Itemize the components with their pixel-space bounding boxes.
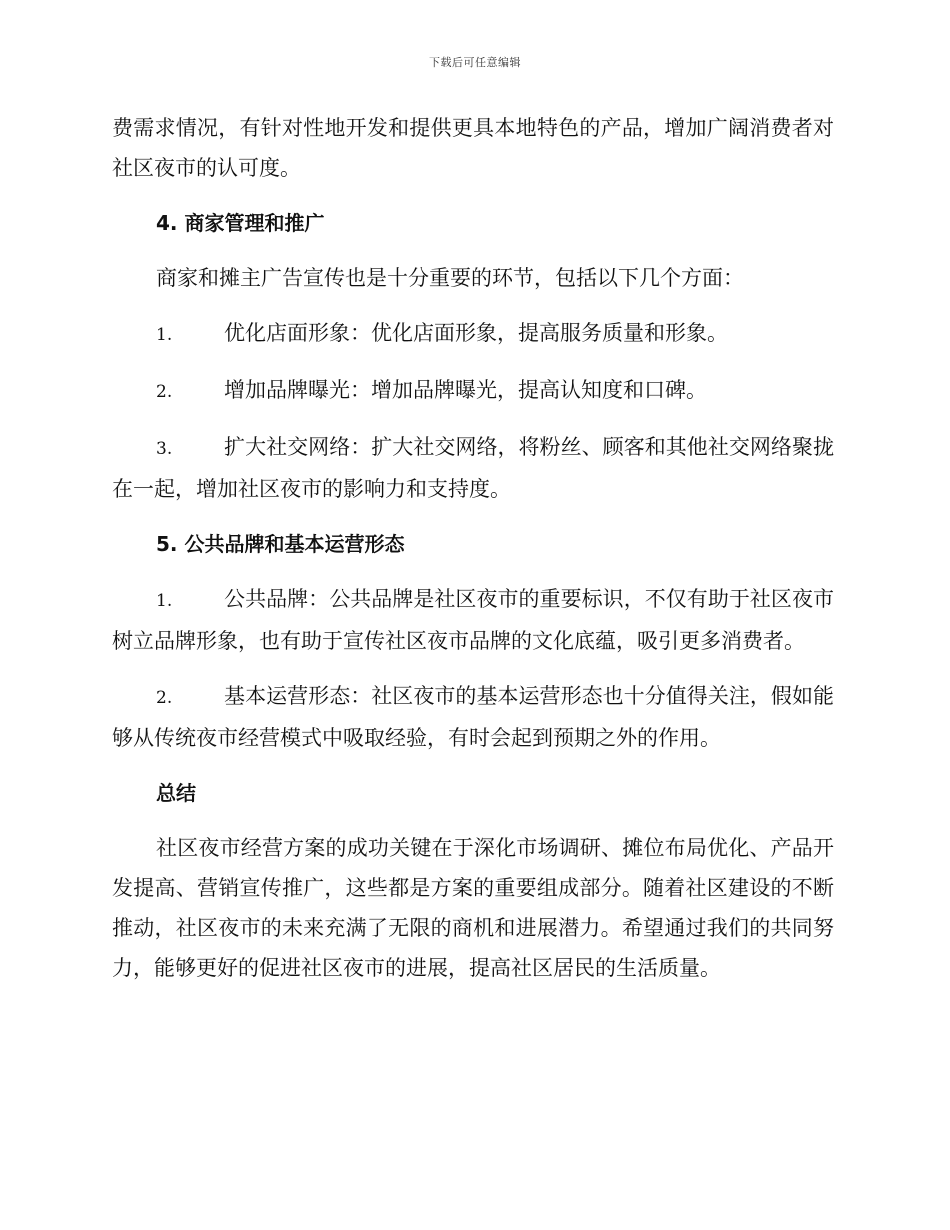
- section-4-lead-paragraph: 商家和摊主广告宣传也是十分重要的环节，包括以下几个方面：: [156, 266, 744, 290]
- intro-continuation-paragraph: 费需求情况，有针对性地开发和提供更具本地特色的产品，增加广阔消费者对社区夜市的认可度。: [112, 116, 834, 180]
- page-header: 下载后可任意编辑: [429, 56, 521, 69]
- list-number: 1.: [156, 591, 173, 611]
- section-4-heading: 4. 商家管理和推广: [156, 211, 325, 235]
- list-item-text: 增加品牌曝光：增加品牌曝光，提高认知度和口碑。: [224, 378, 707, 402]
- list-item-text: 公共品牌：公共品牌是社区夜市的重要标识，不仅有助于社区夜市树立品牌形象，也有助于宣传社区夜市品牌的文化底蕴，吸引更多消费者。: [112, 587, 834, 653]
- document-body: [112, 108, 834, 1003]
- section-4-list-item-1: [112, 313, 834, 355]
- summary-heading: 总结: [156, 781, 196, 805]
- list-item-text: 基本运营形态：社区夜市的基本运营形态也十分值得关注，假如能够从传统夜市经营模式中吸取经验，有时会起到预期之外的作用。: [112, 684, 834, 750]
- section-4-list-item-2: [112, 370, 834, 412]
- section-4-list-item-3: [112, 427, 834, 509]
- list-number: 2.: [156, 382, 173, 402]
- section-5-list-item-1: [112, 579, 834, 661]
- section-5-heading: 5. 公共品牌和基本运营形态: [156, 532, 405, 556]
- summary-paragraph: 社区夜市经营方案的成功关键在于深化市场调研、摊位布局优化、产品开发提高、营销宣传推广，这些都是方案的重要组成部分。随着社区建设的不断推动，社区夜市的未来充满了无限的商机和进展潜力。希望通过我们的共同努力，能够更好的促进社区夜市的进展，提高社区居民的生活质量。: [112, 836, 834, 980]
- section-5-list-item-2: [112, 676, 834, 758]
- list-number: 1.: [156, 325, 173, 345]
- list-number: 3.: [156, 439, 173, 459]
- list-number: 2.: [156, 688, 173, 708]
- list-item-text: 扩大社交网络：扩大社交网络，将粉丝、顾客和其他社交网络聚拢在一起，增加社区夜市的影响力和支持度。: [112, 435, 834, 501]
- list-item-text: 优化店面形象：优化店面形象，提高服务质量和形象。: [224, 321, 728, 345]
